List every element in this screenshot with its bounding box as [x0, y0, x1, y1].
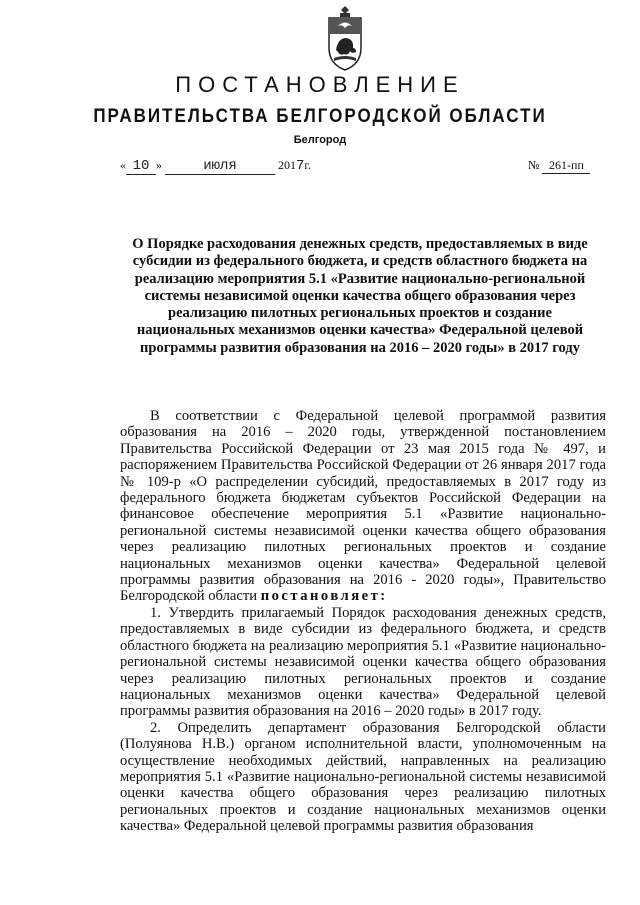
date-day: 10 — [126, 158, 156, 175]
preamble-paragraph — [120, 408, 606, 605]
document-body — [120, 408, 606, 835]
date-close-quote: » — [156, 158, 162, 172]
date-month: июля — [165, 158, 275, 175]
item-1-paragraph: 1. Утвердить прилагаемый Порядок расходования денежных средств, предоставляемых в виде субсидии из федерального бюджета, и средств областного бюджета на реализацию мероприятия 5.1 «Развитие национально-региональной системы независимой оценки качества общего образования через реализацию пилотных региональных проектов и создание национальных механизмов оценки качества» Федеральной целевой программы развития образования на 2016 – 2020 годы» в 2017 году. — [120, 604, 606, 720]
number-value: 261-пп — [542, 158, 590, 174]
coat-of-arms-icon — [326, 4, 364, 72]
document-heading: О Порядке расходования денежных средств, предоставляемых в виде субсидии из федерального бюджета, и средств областного бюджета на реализацию мероприятия 5.1 «Развитие национально-региональной системы независимой оценки качества общего образования через реализацию пилотных региональных проектов и создание национальных механизмов оценки качества» Федеральной целевой программы развития образования на 2016 – 2020 годы» в 2017 году — [132, 236, 588, 356]
date-year-digit: 7 — [296, 158, 305, 174]
document-number — [528, 158, 590, 174]
item-2-paragraph: 2. Определить департамент образования Белгородской области (Полуянова Н.В.) органом исполнительной власти, уполномоченным на осуществление необходимых действий, направленных на реализацию мероприятия 5.1 «Развитие национально-региональной системы независимой оценки качества общего образования через реализацию пилотных региональных проектов и создание национальных механизмов оценки качества» Федеральной целевой программы развития образования — [120, 719, 606, 835]
number-label: № — [528, 158, 540, 172]
preamble-text: В соответствии с Федеральной целевой программой развития образования на 2016 – 2020 годы, утвержденной постановлением Правительства Российской Федерации от 23 мая 2015 года № 497, и распоряжением Правительства Российской Федерации от 26 января 2017 года № 109-р «О распределении субсидий, предоставляемых в 2017 году из федерального бюджета бюджетам субъектов Российской Федерации на финансовое обеспечение мероприятия 5.1 «Развитие национально-региональной системы независимой оценки качества общего образования через реализацию пилотных региональных проектов и создание национальных механизмов оценки качества» Федеральной целевой программы развития образования на 2016 - 2020 годы», Правительство Белгородской области — [120, 408, 606, 605]
date-open-quote: « — [120, 158, 126, 172]
document-date — [120, 158, 311, 175]
document-title: ПОСТАНОВЛЕНИЕ — [175, 72, 465, 97]
date-year-suffix: г. — [304, 158, 311, 172]
city-name: Белгород — [293, 134, 347, 146]
resolves-word: постановляет: — [260, 588, 388, 605]
date-year-prefix: 201 — [278, 158, 296, 172]
issuer-name: ПРАВИТЕЛЬСТВА БЕЛГОРОДСКОЙ ОБЛАСТИ — [93, 104, 547, 127]
